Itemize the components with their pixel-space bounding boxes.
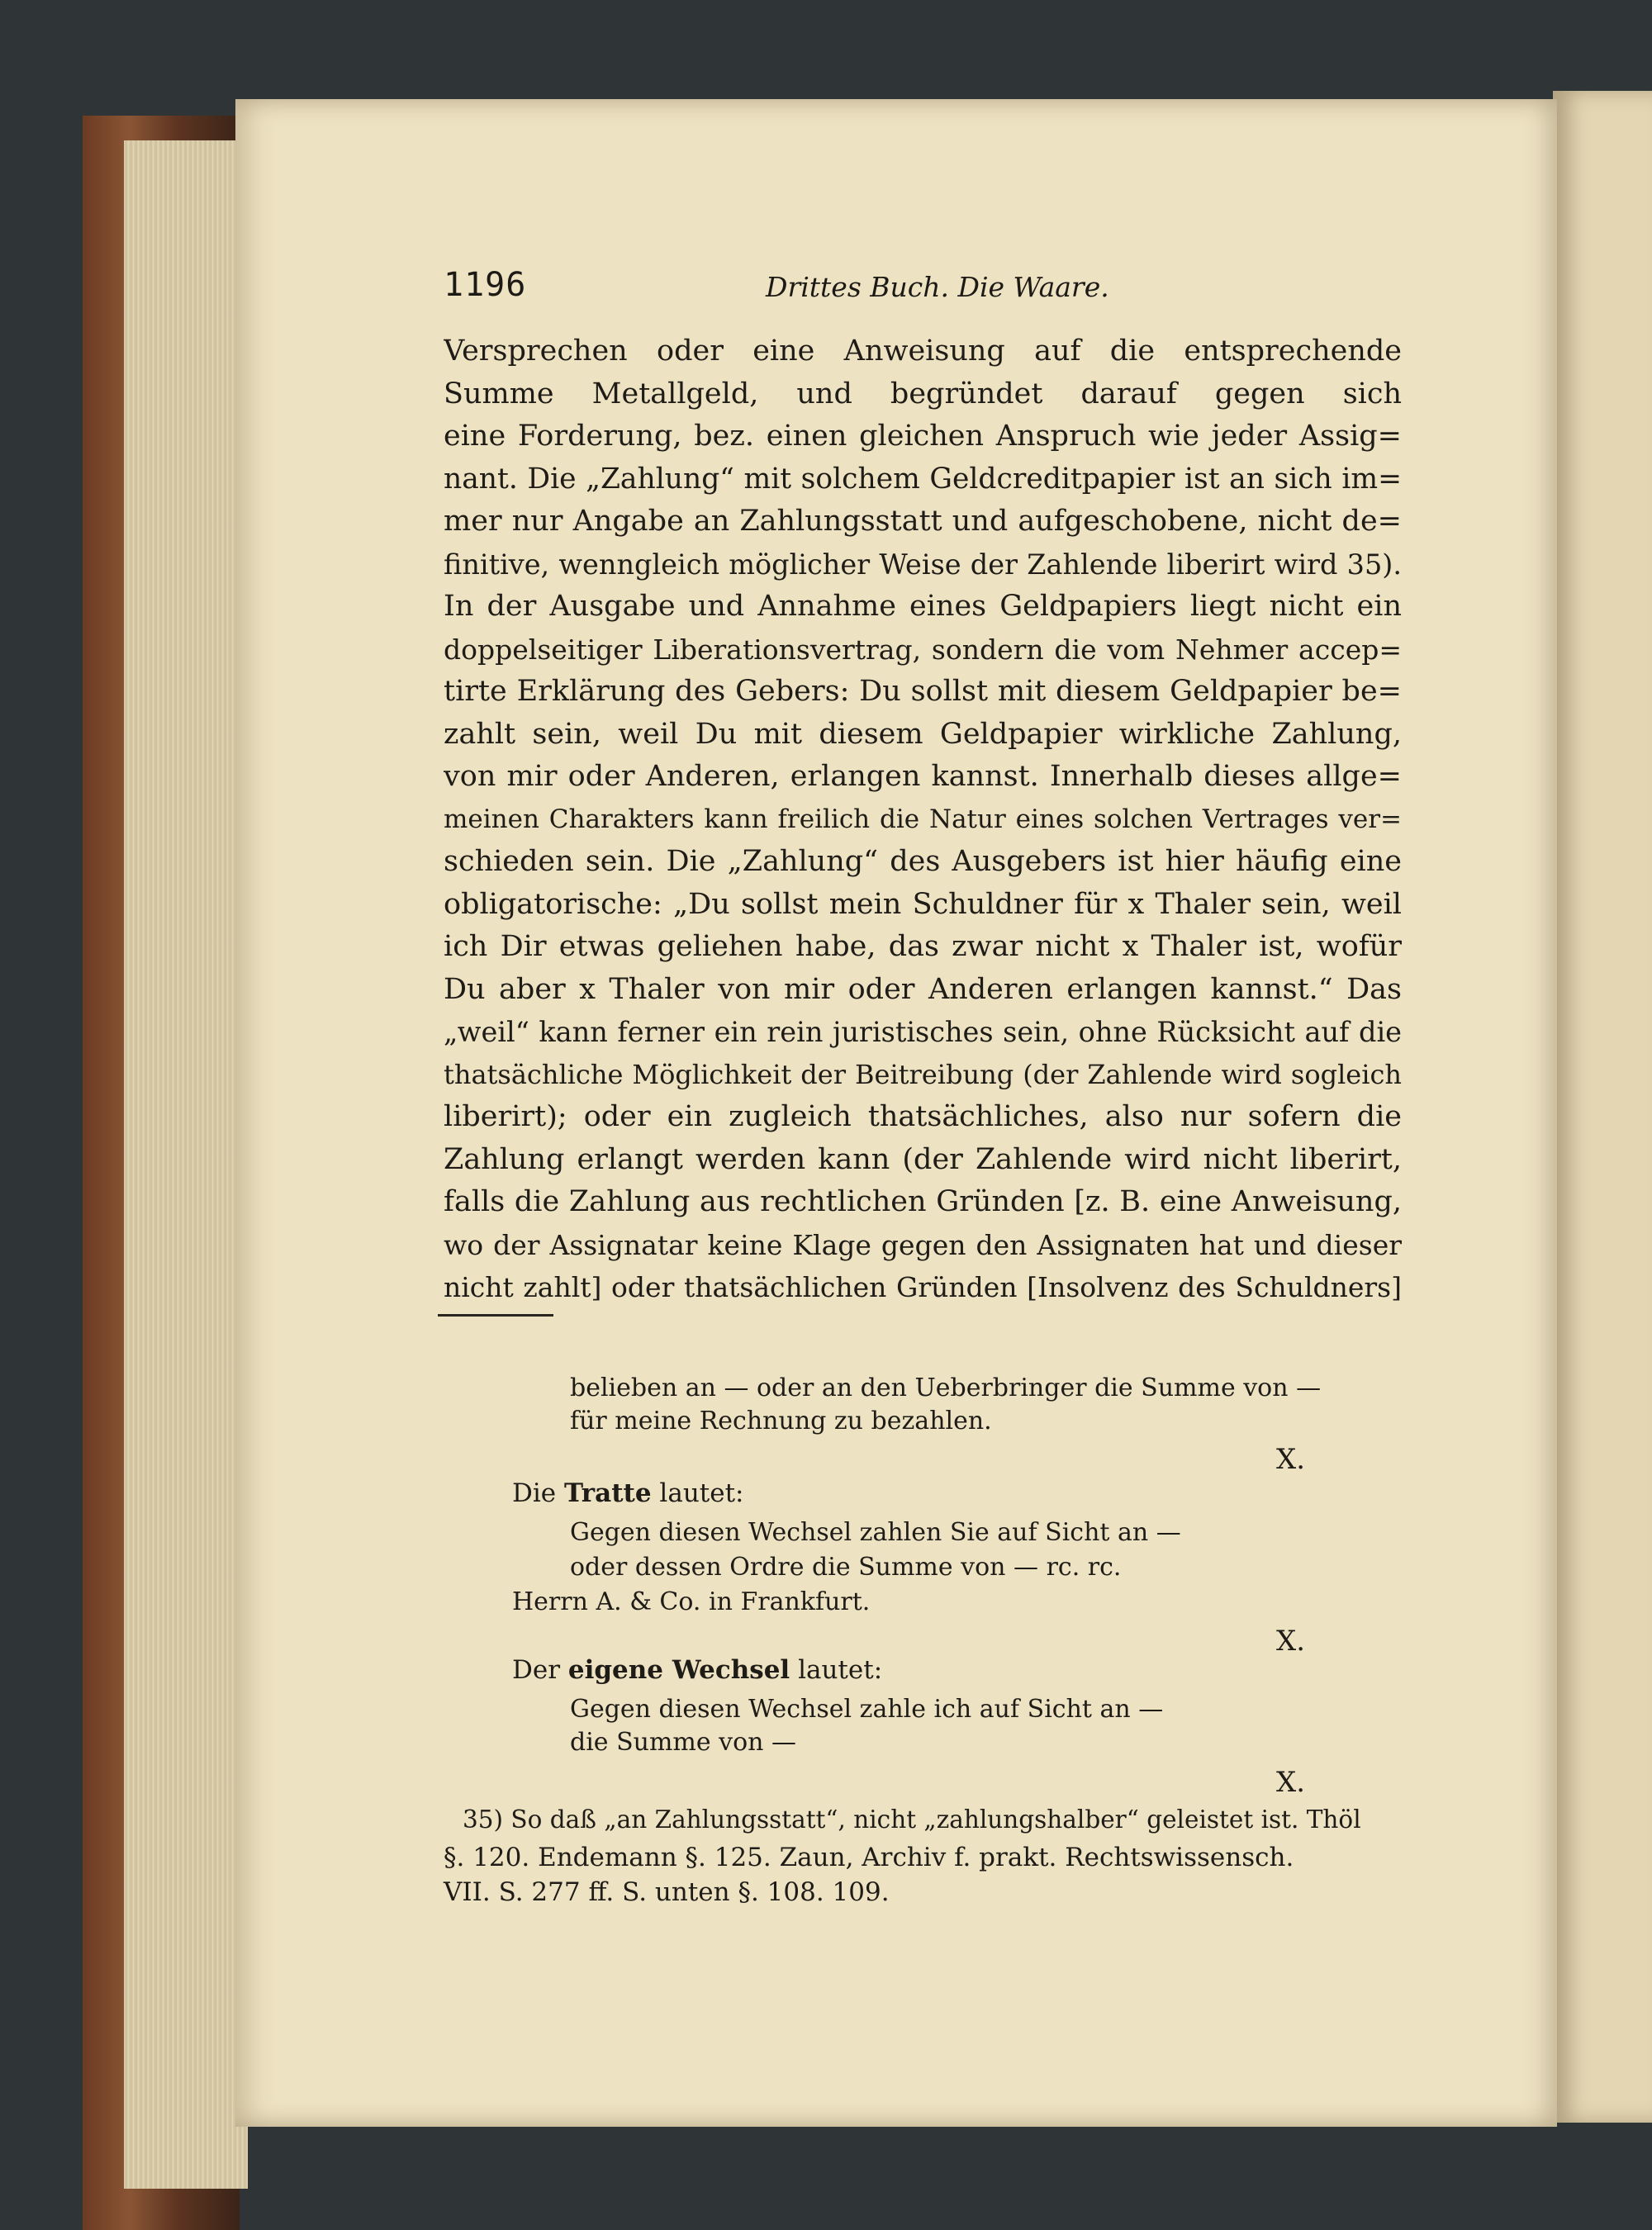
- tratte-line-3: Herrn A. & Co. in Frankfurt.: [512, 1587, 871, 1616]
- footnote-35-line-1: 35) So daß „an Zahlungsstatt“, nicht „zahlungshalber“ geleistet ist. Thöl: [463, 1805, 1361, 1834]
- tratte-line-2: oder dessen Ordre die Summe von — rc. rc.: [570, 1553, 1122, 1582]
- wechsel-line-1: Gegen diesen Wechsel zahle ich auf Sicht an —: [570, 1695, 1164, 1724]
- footnote-35-line-3: VII. S. 277 ff. S. unten §. 108. 109.: [444, 1877, 890, 1907]
- footnote-34-line-1: belieben an — oder an den Ueberbringer die Summe von —: [570, 1374, 1322, 1402]
- eigener-wechsel-label: Der eigene Wechsel lautet:: [512, 1655, 883, 1685]
- text-line: Zahlung erlangt werden kann (der Zahlende wird nicht liberirt,: [444, 1142, 1402, 1176]
- running-title: Drittes Buch. Die Waare.: [766, 271, 1109, 303]
- footnote-rule: [438, 1314, 553, 1317]
- text-line: doppelseitiger Liberationsvertrag, sondern die vom Nehmer accep=: [444, 633, 1402, 666]
- text-line: Versprechen oder eine Anweisung auf die entsprechende: [444, 334, 1402, 368]
- wechsel-line-2: die Summe von —: [570, 1728, 797, 1757]
- text-line: eine Forderung, bez. einen gleichen Anspruch wie jeder Assig=: [444, 420, 1402, 453]
- tratte-label: Die Tratte lautet:: [512, 1478, 744, 1508]
- main-text: [444, 330, 1402, 1309]
- text-line: thatsächliche Möglichkeit der Beitreibung (der Zahlende wird sogleich: [444, 1058, 1402, 1090]
- text-line: Summe Metallgeld, und begründet darauf gegen sich: [444, 377, 1402, 410]
- text-line: nicht zahlt] oder thatsächlichen Gründen [Insolvenz des Schuldners]: [444, 1271, 1402, 1303]
- page-header: [444, 266, 1402, 316]
- text-line: meinen Charakters kann freilich die Natur eines solchen Vertrages ver=: [444, 804, 1402, 834]
- tratte-line-1: Gegen diesen Wechsel zahlen Sie auf Sicht an —: [570, 1518, 1181, 1547]
- signature-x-2: X.: [1276, 1625, 1306, 1658]
- text-line: nant. Die „Zahlung“ mit solchem Geldcreditpapier ist an sich im=: [444, 462, 1402, 496]
- text-line: tirte Erklärung des Gebers: Du sollst mit diesem Geldpapier be=: [444, 675, 1402, 708]
- text-line: In der Ausgabe und Annahme eines Geldpapiers liegt nicht ein: [444, 590, 1402, 623]
- text-line: mer nur Angabe an Zahlungsstatt und aufgeschobene, nicht de=: [444, 505, 1402, 538]
- page-number: 1196: [444, 266, 527, 304]
- text-line: falls die Zahlung aus rechtlichen Gründen [z. B. eine Anweisung,: [444, 1185, 1402, 1218]
- footnote-35-line-2: §. 120. Endemann §. 125. Zaun, Archiv f. prakt. Rechtswissensch.: [444, 1843, 1294, 1872]
- text-line: finitive, wenngleich möglicher Weise der Zahlende liberirt wird 35).: [444, 548, 1402, 581]
- text-line: obligatorische: „Du sollst mein Schuldner für x Thaler sein, weil: [444, 887, 1402, 921]
- text-line: Du aber x Thaler von mir oder Anderen erlangen kannst.“ Das: [444, 972, 1402, 1006]
- signature-x-3: X.: [1276, 1766, 1306, 1799]
- text-line: liberirt); oder ein zugleich thatsächliches, also nur sofern die: [444, 1100, 1402, 1133]
- page-stack-edge: [124, 140, 248, 2189]
- footnote-34-line-2: für meine Rechnung zu bezahlen.: [570, 1407, 992, 1435]
- text-line: schieden sein. Die „Zahlung“ des Ausgebers ist hier häufig eine: [444, 845, 1402, 878]
- text-line: ich Dir etwas geliehen habe, das zwar nicht x Thaler ist, wofür: [444, 930, 1402, 963]
- text-line: von mir oder Anderen, erlangen kannst. Innerhalb dieses allge=: [444, 760, 1402, 793]
- signature-x-1: X.: [1276, 1443, 1306, 1476]
- facing-page: [1553, 91, 1652, 2123]
- text-line: „weil“ kann ferner ein rein juristisches sein, ohne Rücksicht auf die: [444, 1016, 1402, 1048]
- text-line: zahlt sein, weil Du mit diesem Geldpapier wirkliche Zahlung,: [444, 717, 1402, 751]
- text-line: wo der Assignatar keine Klage gegen den Assignaten hat und dieser: [444, 1228, 1402, 1261]
